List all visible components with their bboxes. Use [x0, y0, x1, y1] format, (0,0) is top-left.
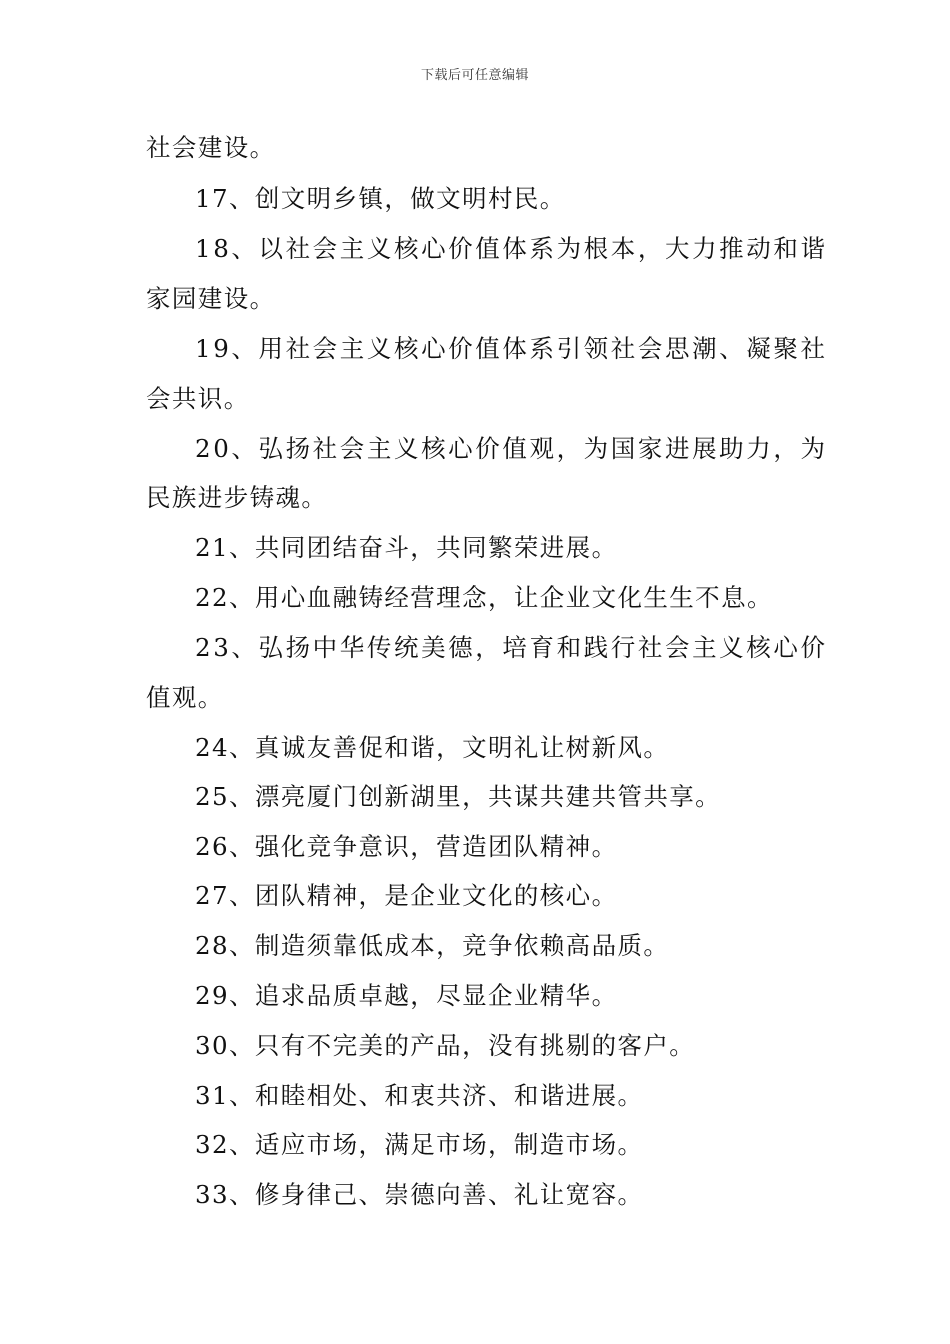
text-line: 会共识。 [146, 384, 250, 413]
text-line: 17、创文明乡镇，做文明村民。 [195, 184, 566, 213]
text-line: 民族进步铸魂。 [146, 483, 328, 512]
text-line: 32、适应市场，满足市场，制造市场。 [195, 1130, 644, 1159]
text-line: 26、强化竞争意识，营造团队精神。 [195, 832, 618, 861]
text-line: 25、漂亮厦门创新湖里，共谋共建共管共享。 [195, 782, 722, 811]
text-line: 18、以社会主义核心价值体系为根本，大力推动和谐 [195, 234, 828, 263]
text-line: 30、只有不完美的产品，没有挑剔的客户。 [195, 1031, 696, 1060]
text-line: 19、用社会主义核心价值体系引领社会思潮、凝聚社 [195, 334, 828, 363]
text-line: 28、制造须靠低成本，竞争依赖高品质。 [195, 931, 670, 960]
text-line: 21、共同团结奋斗，共同繁荣进展。 [195, 533, 618, 562]
text-line: 家园建设。 [146, 284, 276, 313]
text-line: 22、用心血融铸经营理念，让企业文化生生不息。 [195, 583, 773, 612]
text-line: 值观。 [146, 683, 224, 712]
text-line: 20、弘扬社会主义核心价值观，为国家进展助力，为 [195, 434, 828, 463]
text-line: 31、和睦相处、和衷共济、和谐进展。 [195, 1081, 644, 1110]
text-line: 29、追求品质卓越，尽显企业精华。 [195, 981, 618, 1010]
text-line: 24、真诚友善促和谐，文明礼让树新风。 [195, 733, 670, 762]
text-line: 社会建设。 [146, 133, 276, 162]
text-line: 23、弘扬中华传统美德，培育和践行社会主义核心价 [195, 633, 828, 662]
text-line: 27、团队精神，是企业文化的核心。 [195, 881, 618, 910]
page-header: 下载后可任意编辑 [420, 68, 529, 83]
text-line: 33、修身律己、崇德向善、礼让宽容。 [195, 1180, 644, 1209]
